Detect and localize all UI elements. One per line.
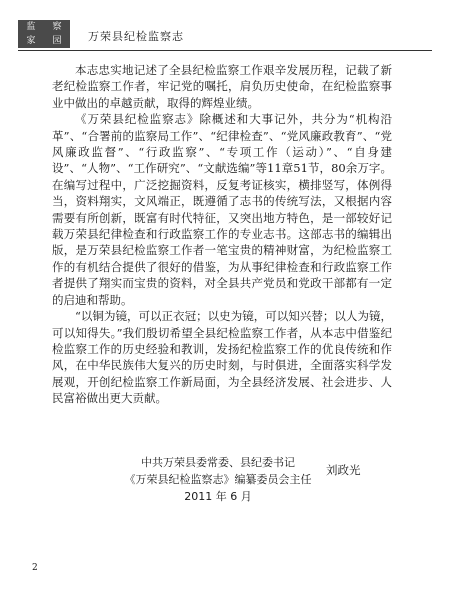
page-number: 2 xyxy=(32,563,38,573)
header-rule xyxy=(18,50,432,51)
preface-body xyxy=(52,62,392,407)
paragraph: “以铜为镜，可以正衣冠；以史为镜，可以知兴替；以人为镜，可以知得失。”我们殷切希望全县纪检监察工作者，从本志中借鉴纪检监察工作的历史经验和教训，发扬纪检监察工作的优良传统和作风，在中华民族伟大复兴的历史时刻，与时俱进，全面落实科学发展观，开创纪检监察工作新局面，为全县经济发展、社会进步、人民富裕做出更大贡献。 xyxy=(52,309,392,406)
page-header xyxy=(18,20,432,50)
signature-date: 2011 年 6 月 xyxy=(184,490,252,503)
signature-titles xyxy=(118,454,318,505)
signature-title-line: 中共万荣县委常委、县纪委书记 xyxy=(141,456,295,469)
book-logo xyxy=(18,20,70,48)
logo-char: 察 xyxy=(52,22,62,32)
paragraph: 《万荣县纪检监察志》除概述和大事记外，共分为“机构沿革”、“合署前的监察局工作”、“纪律检查”、“党风廉政教育”、“党风廉政监督”、“行政监察”、“专项工作（运动）”、“自身建设”、“人物”、“工作研究”、“文献选编”等11章51节，80余万字。在编写过程中，广泛挖掘资料，反复考证核实，横排竖写，体例得当，资料翔实，文风端正，既遵循了志书的传统写法，又根据内容需要有所创新，既富有时代特征，又突出地方特色，是一部较好记载万荣县纪律检查和行政监察工作的专业志书。这部志书的编辑出版，是万荣县纪检监察工作者一笔宝贵的精神财富，为纪检监察工作的有机结合提供了很好的借鉴，为从事纪律检查和行政监察工作者提供了翔实而宝贵的资料，对全县共产党员和党政干部都有一定的启迪和帮助。 xyxy=(52,112,392,307)
logo-char: 家 xyxy=(26,36,36,46)
logo-char: 监 xyxy=(26,22,36,32)
signature-title-line: 《万荣县纪检监察志》编纂委员会主任 xyxy=(124,473,312,486)
logo-char: 园 xyxy=(52,36,62,46)
paragraph: 本志忠实地记述了全县纪检监察工作艰辛发展历程，记载了新老纪检监察工作者，牢记党的嘱托，肩负历史使命，在纪检监察事业中做出的卓越贡献，取得的辉煌业绩。 xyxy=(52,63,392,110)
running-title: 万荣县纪检监察志 xyxy=(88,30,184,43)
signature-name: 刘政光 xyxy=(326,463,361,477)
